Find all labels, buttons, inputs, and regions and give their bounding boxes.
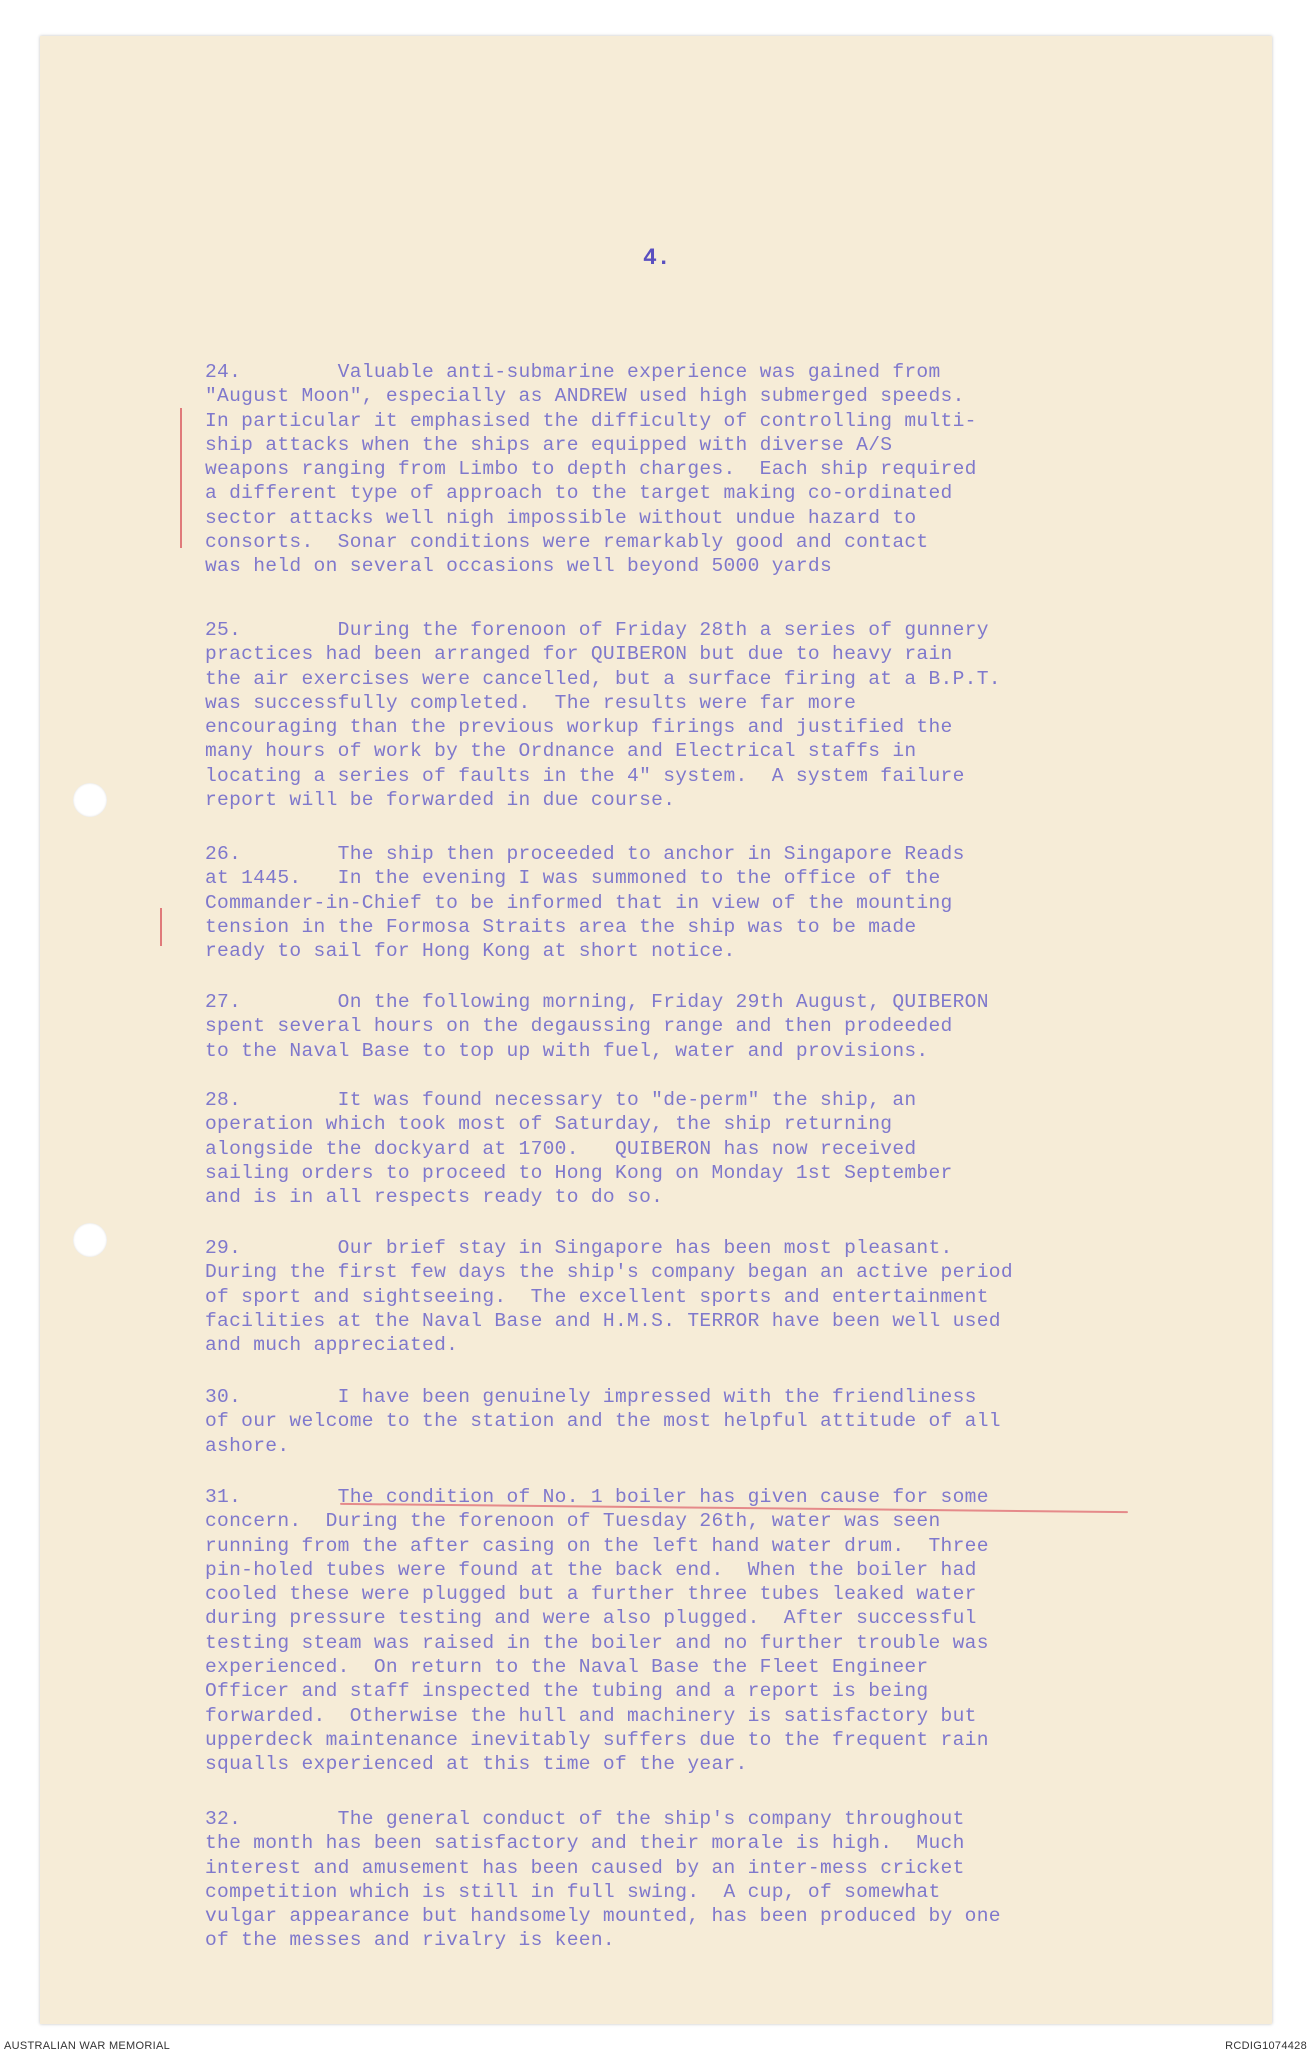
paragraph-31: 31. The condition of No. 1 boiler has given cause for some concern. During the forenoon of Tuesday 26th, water was seen running from the after casing on the left hand water drum. Three pin-holed tubes were found at the back end. When the boiler had cooled these were plugged but a further three tubes leaked water during pressure testing and were also plugged. After successful testing steam was raised in the boiler and no further trouble was experienced. On return to the Naval Base the Fleet Engineer Officer and staff inspected the tubing and a report is being forwarded. Otherwise the hull and machinery is satisfactory but upperdeck maintenance inevitably suffers due to the frequent rain squalls experienced at this time of the year. <box>205 1486 989 1776</box>
footer-record-id: RCDIG1074428 <box>1225 2040 1307 2052</box>
paragraph-32: 32. The general conduct of the ship's company throughout the month has been satisfactory and their morale is high. Much interest and amusement has been caused by an inter-mess cricket competition which is still in full swing. A cup, of somewhat vulgar appearance but handsomely mounted, has been produced by one of the messes and rivalry is keen. <box>205 1808 1001 1952</box>
margin-pencil-mark-para-26 <box>160 908 162 946</box>
paragraph-27: 27. On the following morning, Friday 29th August, QUIBERON spent several hours on the degaussing range and then prodeeded to the Naval Base to top up with fuel, water and provisions. <box>205 991 989 1062</box>
punch-hole-top <box>73 783 107 817</box>
paragraph-28: 28. It was found necessary to "de-perm" the ship, an operation which took most of Saturday, the ship returning alongside the dockyard at 1700. QUIBERON has now received sailing orders to proceed to Hong Kong on Monday 1st September and is in all respects ready to do so. <box>205 1089 953 1209</box>
paragraph-24: 24. Valuable anti-submarine experience was gained from "August Moon", especially as ANDREW used high submerged speeds. In particular it emphasised the difficulty of controlling multi- ship attacks when the ships are equipped with diverse A/S weapons ranging from Limbo to depth charges. Each ship required a different type of approach to the target making co-ordinated sector attacks well nigh impossible without undue hazard to consorts. Sonar conditions were remarkably good and contact was held on several occasions well beyond 5000 yards <box>205 361 977 578</box>
punch-hole-bottom <box>73 1223 107 1257</box>
paragraph-30: 30. I have been genuinely impressed with the friendliness of our welcome to the station and the most helpful attitude of all ashore. <box>205 1386 1001 1457</box>
footer-archive-name: AUSTRALIAN WAR MEMORIAL <box>4 2040 171 2052</box>
margin-pencil-mark-para-24 <box>180 408 182 548</box>
paragraph-29: 29. Our brief stay in Singapore has been most pleasant. During the first few days the ship's company began an active period of sport and sightseeing. The excellent sports and entertainment facilities at the Naval Base and H.M.S. TERROR have been well used and much appreciated. <box>205 1237 1013 1357</box>
paragraph-26: 26. The ship then proceeded to anchor in Singapore Reads at 1445. In the evening I was summoned to the office of the Commander-in-Chief to be informed that in view of the mounting tension in the Formosa Straits area the ship was to be made ready to sail for Hong Kong at short notice. <box>205 843 965 963</box>
page-number: 4. <box>643 245 671 271</box>
paragraph-25: 25. During the forenoon of Friday 28th a series of gunnery practices had been arranged for QUIBERON but due to heavy rain the air exercises were cancelled, but a surface firing at a B.P.T. was successfully completed. The results were far more encouraging than the previous workup firings and justified the many hours of work by the Ordnance and Electrical staffs in locating a series of faults in the 4" system. A system failure report will be forwarded in due course. <box>205 619 1001 812</box>
